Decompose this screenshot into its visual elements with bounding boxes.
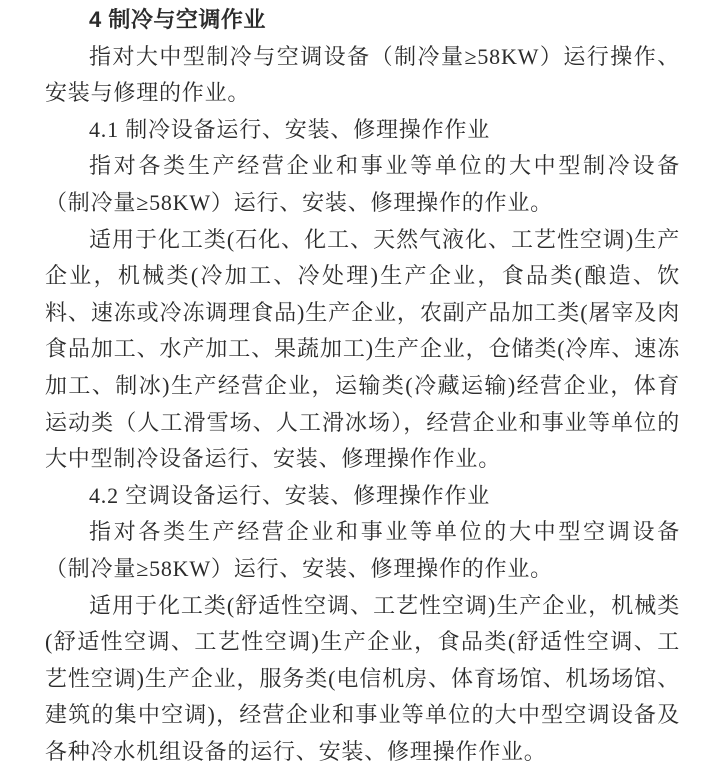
- section-4-2-subheading: 4.2 空调设备运行、安装、修理操作作业: [89, 482, 491, 508]
- section-4-1-scope-paragraph: 适用于化工类(石化、化工、天然气液化、工艺性空调)生产企业，机械类(冷加工、冷处理)生产企业，食品类(酿造、饮料、速冻或冷冻调理食品)生产企业，农副产品加工类(屠宰及肉食品加工、水产加工、果蔬加工)生产企业，仓储类(冷库、速冻加工、制冰)生产经营企业，运输类(冷藏运输)经营企业，体育运动类（人工滑雪场、人工滑冰场），经营企业和事业等单位的大中型制冷设备运行、安装、修理操作作业。: [45, 226, 680, 472]
- section-4-1-subheading: 4.1 制冷设备运行、安装、修理操作作业: [89, 116, 491, 142]
- chapter-intro-paragraph: 指对大中型制冷与空调设备（制冷量≥58KW）运行操作、安装与修理的作业。: [45, 43, 680, 106]
- chapter-heading: 4 制冷与空调作业: [89, 7, 266, 32]
- section-4-2-scope-paragraph: 适用于化工类(舒适性空调、工艺性空调)生产企业，机械类(舒适性空调、工艺性空调)生产企业，食品类(舒适性空调、工艺性空调)生产企业，服务类(电信机房、体育场馆、机场场馆、建筑的集中空调)，经营企业和事业等单位的大中型空调设备及各种冷水机组设备的运行、安装、修理操作作业。: [45, 592, 680, 764]
- section-4-2-definition-paragraph: 指对各类生产经营企业和事业等单位的大中型空调设备（制冷量≥58KW）运行、安装、修理操作的作业。: [45, 519, 680, 581]
- section-4-1-definition-paragraph: 指对各类生产经营企业和事业等单位的大中型制冷设备（制冷量≥58KW）运行、安装、修理操作的作业。: [45, 153, 680, 215]
